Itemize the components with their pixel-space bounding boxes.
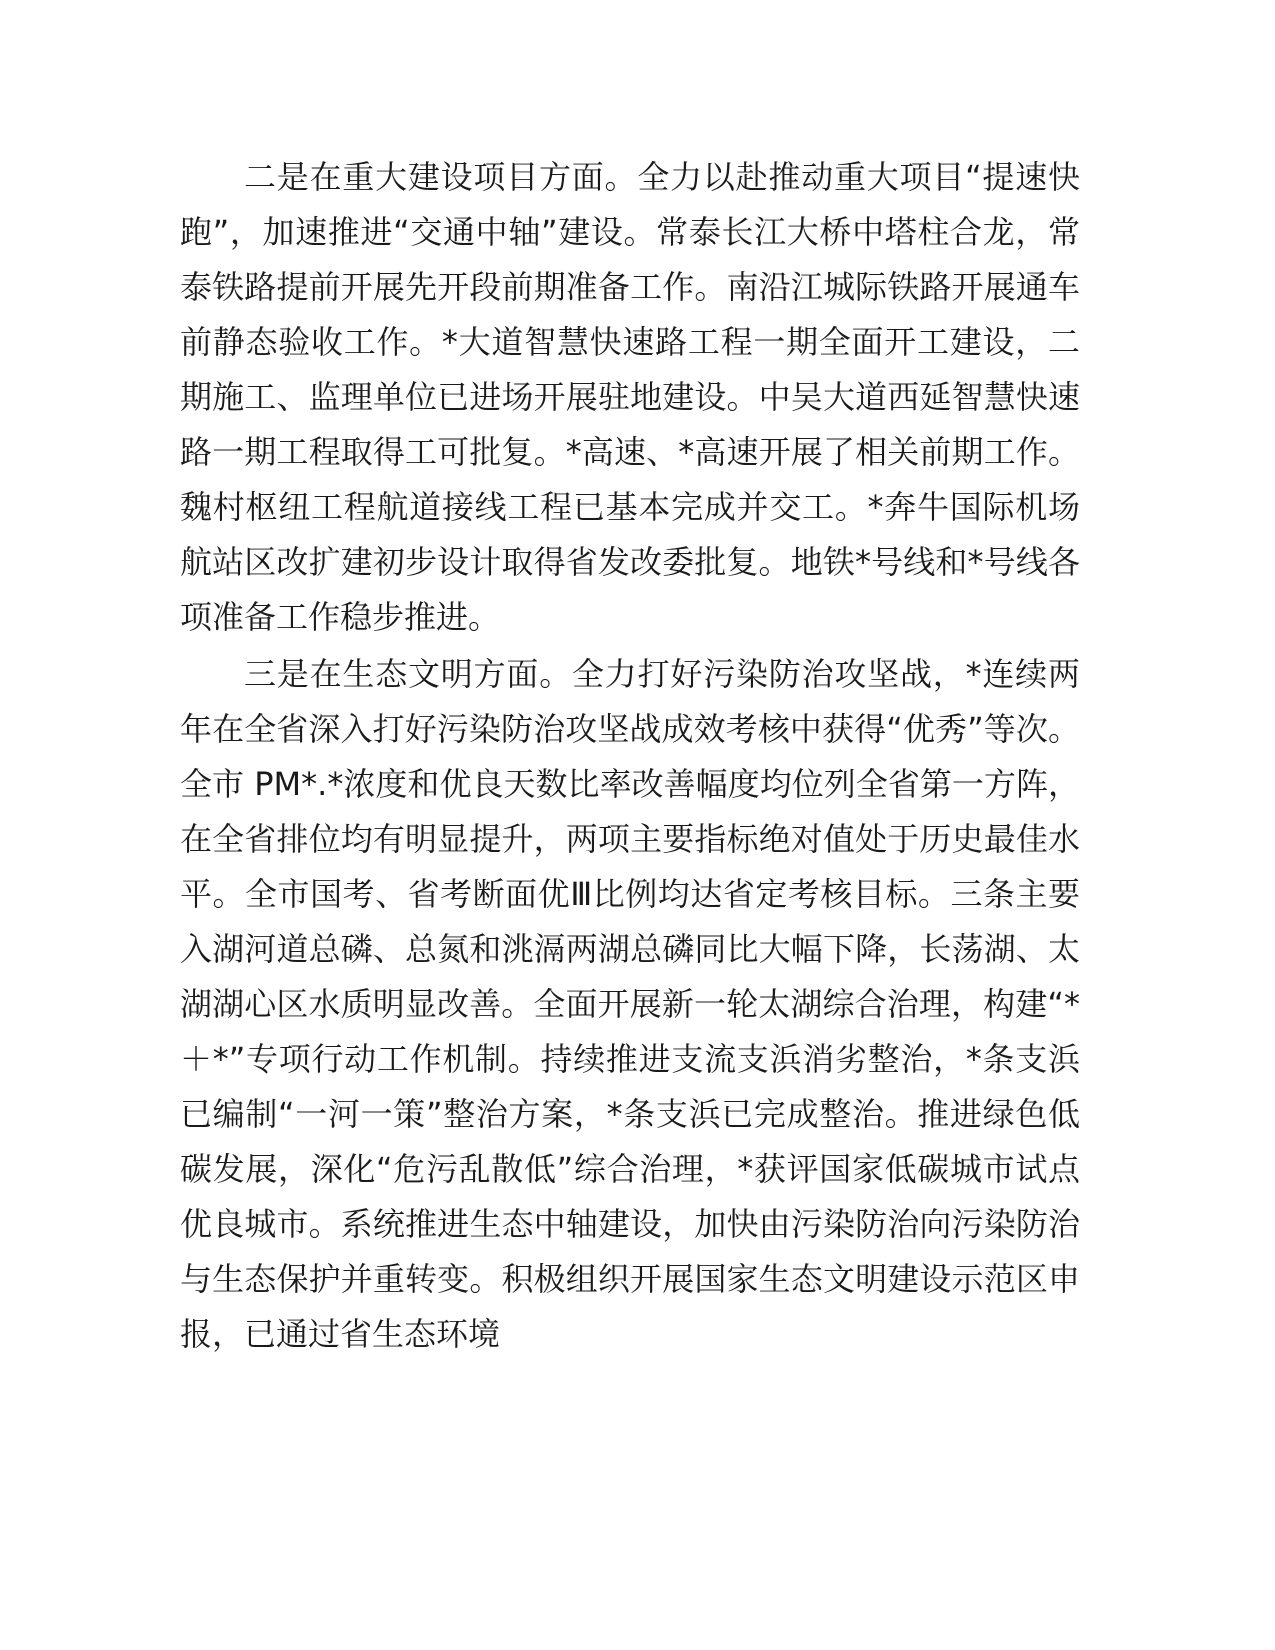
paragraph-major-projects: 二是在重大建设项目方面。全力以赴推动重大项目“提速快跑”，加速推进“交通中轴”建设。常泰长江大桥中塔柱合龙，常泰铁路提前开展先开段前期准备工作。南沿江城际铁路开展通车前静态验收工作。*大道智慧快速路工程一期全面开工建设，二期施工、监理单位已进场开展驻地建设。中吴大道西延智慧快速路一期工程取得工可批复。*高速、*高速开展了相关前期工作。魏村枢纽工程航道接线工程已基本完成并交工。*奔牛国际机场航站区改扩建初步设计取得省发改委批复。地铁*号线和*号线各项准备工作稳步推进。 (180, 158, 1080, 636)
paragraph-ecological-civilization: 三是在生态文明方面。全力打好污染防治攻坚战，*连续两年在全省深入打好污染防治攻坚战成效考核中获得“优秀”等次。全市 PM*.*浓度和优良天数比率改善幅度均位列全省第一方阵，在全省排位均有明显提升，两项主要指标绝对值处于历史最佳水平。全市国考、省考断面优Ⅲ比例均达省定考核目标。三条主要入湖河道总磷、总氮和洮滆两湖总磷同比大幅下降，长荡湖、太湖湖心区水质明显改善。全面开展新一轮太湖综合治理，构建“*＋*”专项行动工作机制。持续推进支流支浜消劣整治，*条支浜已编制“一河一策”整治方案，*条支浜已完成整治。推进绿色低碳发展，深化“危污乱散低”综合治理，*获评国家低碳城市试点优良城市。系统推进生态中轴建设，加快由污染防治向污染防治与生态保护并重转变。积极组织开展国家生态文明建设示范区申报，已通过省生态环境 (180, 655, 1080, 1353)
document-body (180, 150, 1080, 1364)
